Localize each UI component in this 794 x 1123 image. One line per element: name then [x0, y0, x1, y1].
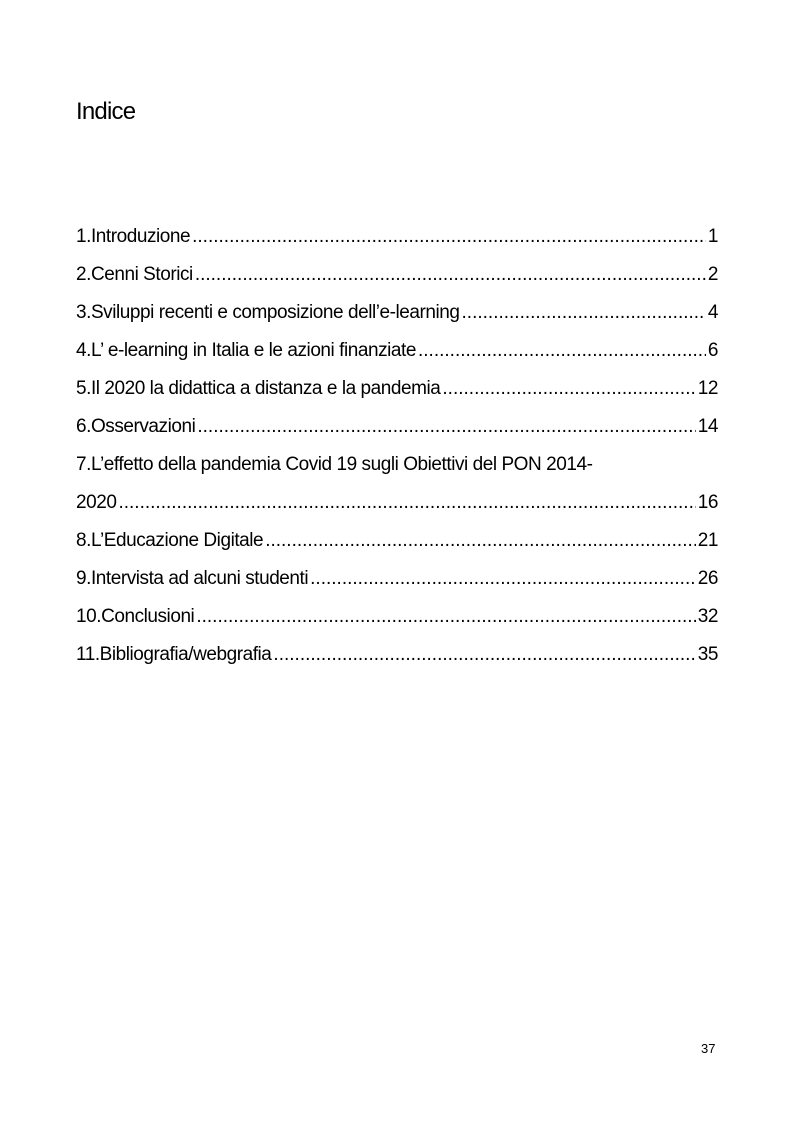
toc-entry-label: 4.L’ e-learning in Italia e le azioni finanziate	[76, 340, 416, 361]
toc-entry-bibliografia[interactable]	[76, 642, 718, 668]
toc-entry-page: 32	[697, 606, 718, 627]
toc-entry-conclusioni[interactable]	[76, 604, 718, 630]
toc-entry-label: 1.Introduzione	[76, 226, 191, 247]
toc-entry-didattica-distanza[interactable]	[76, 376, 718, 402]
toc-entry-continuation	[76, 490, 718, 516]
toc-entry-cenni-storici[interactable]	[76, 262, 718, 288]
toc-entry-osservazioni[interactable]	[76, 414, 718, 440]
toc-entry-elearning-italia[interactable]	[76, 338, 718, 364]
toc-entry-label: 3.Sviluppi recenti e composizione dell’e-learning	[76, 302, 460, 323]
dot-leader	[192, 224, 706, 250]
toc-entry-label: 11.Bibliografia/webgrafia	[76, 644, 272, 665]
dot-leader	[273, 642, 695, 668]
toc-entry-intervista-studenti[interactable]	[76, 566, 718, 592]
toc-entry-page: 21	[697, 530, 718, 551]
dot-leader	[197, 414, 695, 440]
toc-entry-page: 35	[697, 644, 718, 665]
toc-entry-label: 9.Intervista ad alcuni studenti	[76, 568, 309, 589]
dot-leader	[442, 376, 695, 402]
toc-entry-label: 7.L’effetto della pandemia Covid 19 sugli Obiettivi del PON 2014-	[76, 454, 593, 475]
toc-entry-label: 8.L’Educazione Digitale	[76, 530, 264, 551]
toc-entry-label-continued: 2020	[76, 492, 117, 513]
dot-leader	[462, 300, 706, 326]
toc-entry-page: 2	[707, 264, 718, 285]
toc-entry-label: 2.Cenni Storici	[76, 264, 193, 285]
toc-entry-page: 1	[707, 226, 718, 247]
page-number: 37	[701, 1041, 716, 1056]
toc-entry-sviluppi-recenti[interactable]	[76, 300, 718, 326]
toc-entry-label: 5.Il 2020 la didattica a distanza e la pandemia	[76, 378, 441, 399]
toc-entry-educazione-digitale[interactable]	[76, 528, 718, 554]
toc-entry-introduzione[interactable]	[76, 224, 718, 250]
toc-entry-page: 16	[697, 492, 718, 513]
dot-leader	[265, 528, 696, 554]
toc-entry-page: 6	[707, 340, 718, 361]
dot-leader	[310, 566, 696, 592]
dot-leader	[418, 338, 706, 364]
toc-entry-page: 14	[697, 416, 718, 437]
dot-leader	[196, 604, 695, 630]
page-title: Indice	[76, 98, 136, 125]
toc-entry-effetto-pandemia[interactable]	[76, 452, 718, 516]
dot-leader	[118, 490, 695, 516]
dot-leader	[195, 262, 706, 288]
toc-entry-label: 10.Conclusioni	[76, 606, 195, 627]
toc-entry-page: 4	[707, 302, 718, 323]
toc-entry-label: 6.Osservazioni	[76, 416, 196, 437]
toc-entry-page: 26	[697, 568, 718, 589]
toc-entry-page: 12	[697, 378, 718, 399]
table-of-contents	[76, 224, 718, 680]
